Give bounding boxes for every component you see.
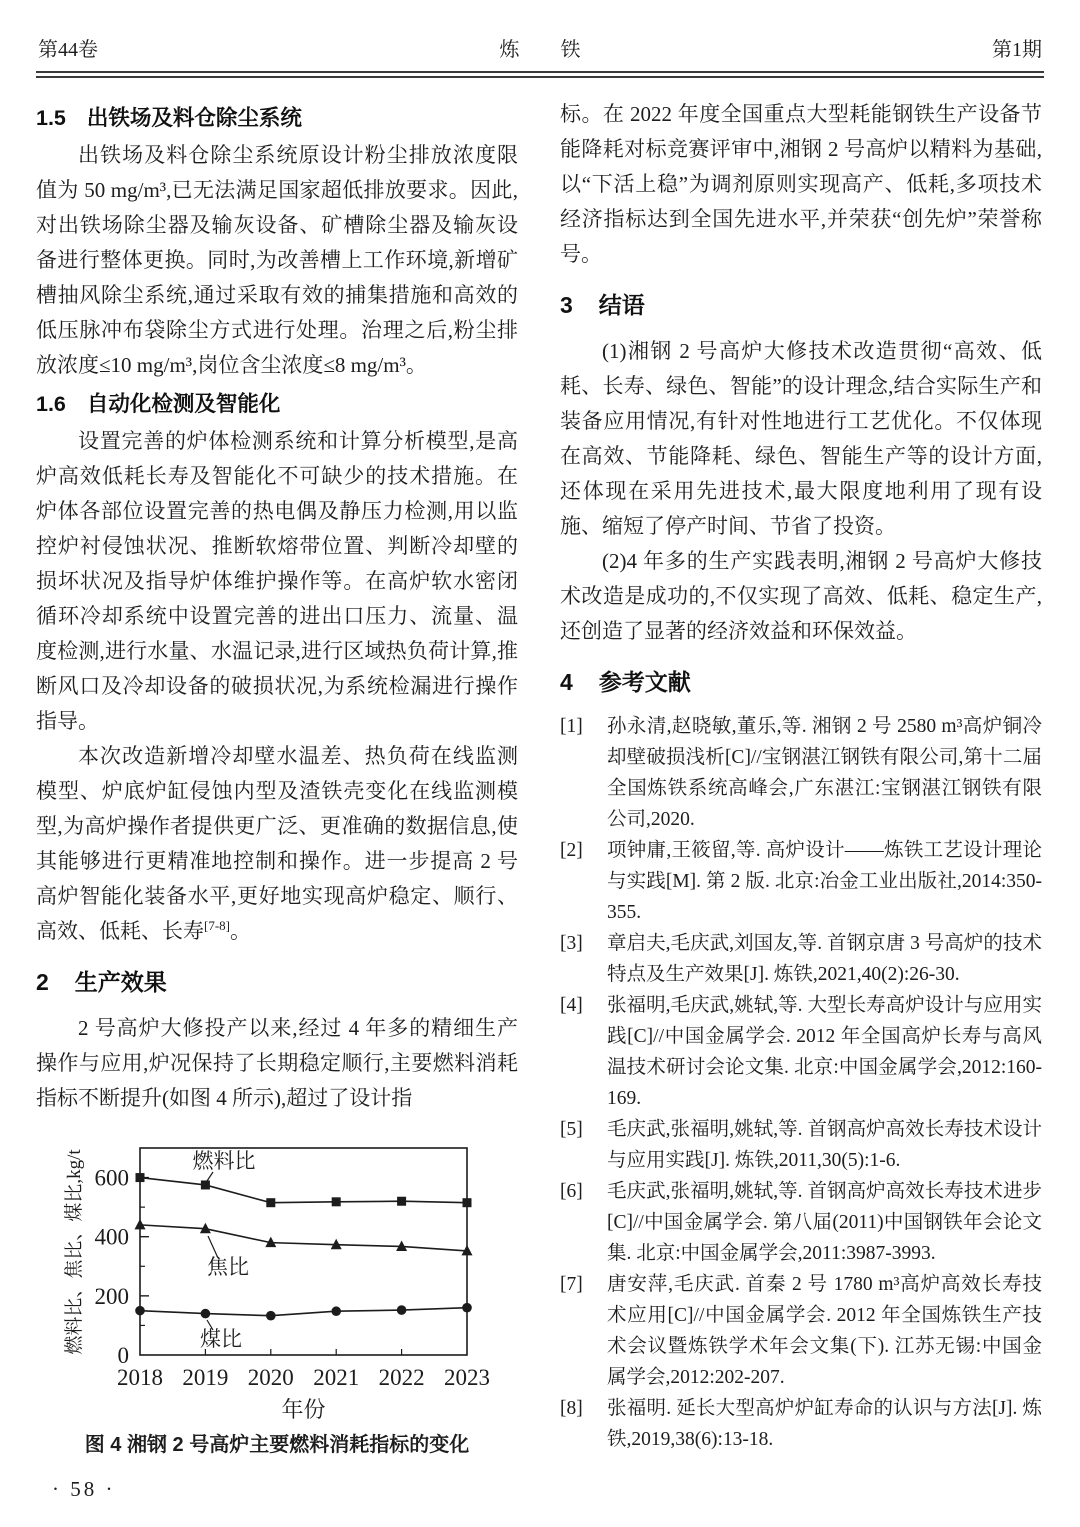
svg-text:0: 0	[117, 1343, 129, 1368]
paragraph-2: 2 号高炉大修投产以来,经过 4 年多的精细生产操作与应用,炉况保持了长期稳定顺行,主要燃料消耗指标不断提升(如图 4 所示),超过了设计指	[36, 1016, 518, 1110]
svg-text:2022: 2022	[378, 1365, 425, 1390]
conclusion-paragraph-1: (1)湘钢 2 号高炉大修技术改造贯彻“高效、低耗、长寿、绿色、智能”的设计理念,结合实际生产和装备应用情况,有针对性地进行工艺优化。不仅体现在高效、节能降耗、绿色、智能生产等的设计方面,还体现在采用先进技术,最大限度地利用了现有设施、缩短了停产时间、节省了投资。	[560, 339, 1042, 538]
reference-item	[560, 1393, 1042, 1455]
section-heading-4	[560, 666, 1042, 698]
reference-text: 毛庆武,张福明,姚轼,等. 首钢高炉高效长寿技术设计与应用实践[J]. 炼铁,2011,30(5):1-6.	[607, 1119, 1042, 1171]
reference-list	[560, 711, 1042, 1455]
section-number: 4	[560, 669, 573, 695]
svg-text:2023: 2023	[444, 1365, 490, 1390]
reference-item	[560, 835, 1042, 928]
left-column	[36, 97, 518, 1463]
two-column-body	[36, 97, 1042, 1463]
reference-text: 孙永清,赵晓敏,董乐,等. 湘钢 2 号 2580 m³高炉铜冷却壁破损浅析[C]//宝钢湛江钢铁有限公司,第十二届全国炼铁系统高峰会,广东湛江:宝钢湛江钢铁有限公司,2020.	[607, 716, 1042, 830]
section-number: 1.6	[36, 392, 66, 416]
paragraph-1-5: 出铁场及料仓除尘系统原设计粉尘排放浓度限值为 50 mg/m³,已无法满足国家超低排放要求。因此,对出铁场除尘器及输灰设备、矿槽除尘器及输灰设备进行整体更换。同时,为改善槽上工作环境,新增矿槽抽风除尘系统,通过采取有效的捕集措施和高效的低压脉冲布袋除尘方式进行处理。治理之后,粉尘排放浓度≤10 mg/m³,岗位含尘浓度≤8 mg/m³。	[36, 143, 518, 377]
svg-text:年份: 年份	[281, 1397, 326, 1422]
header-rule	[36, 71, 1044, 78]
svg-text:燃料比: 燃料比	[192, 1149, 256, 1173]
paragraph-1-6-a: 设置完善的炉体检测系统和计算分析模型,是高炉高效低耗长寿及智能化不可缺少的技术措施。在炉体各部位设置完善的热电偶及静压力检测,用以监控炉衬侵蚀状况、推断软熔带位置、判断冷却壁的损坏状况及指导炉体维护操作等。在高炉软水密闭循环冷却系统中设置完善的进出口压力、流量、温度检测,进行水量、水温记录,进行区域热负荷计算,推断风口及冷却设备的破损状况,为系统检漏进行操作指导。	[36, 429, 518, 733]
svg-text:2020: 2020	[247, 1365, 294, 1390]
reference-text: 毛庆武,张福明,姚轼,等. 首钢高炉高效长寿技术进步[C]//中国金属学会. 第八届(2011)中国钢铁年会论文集. 北京:中国金属学会,2011:3987-3993.	[607, 1181, 1042, 1264]
section-heading-1-6	[36, 389, 518, 419]
svg-text:400: 400	[94, 1224, 129, 1250]
reference-item	[560, 1176, 1042, 1269]
figure-caption: 图 4 湘钢 2 号高炉主要燃料消耗指标的变化	[84, 1434, 470, 1456]
reference-text: 张福明. 延长大型高炉炉缸寿命的认识与方法[J]. 炼铁,2019,38(6):13-18.	[607, 1398, 1042, 1450]
paragraph-continuation: 标。在 2022 年度全国重点大型耗能钢铁生产设备节能降耗对标竞赛评审中,湘钢 2 号高炉以精料为基础,以“下活上稳”为调剂原则实现高产、低耗,多项技术经济指标达到全国先进水平,并荣获“创先炉”荣誉称号。	[560, 102, 1042, 266]
fuel-consumption-chart	[36, 1122, 506, 1422]
reference-item	[560, 928, 1042, 990]
svg-text:200: 200	[94, 1283, 129, 1309]
issue-label: 第1期	[992, 39, 1042, 61]
reference-label: [8]	[560, 1398, 583, 1419]
reference-item	[560, 1269, 1042, 1393]
section-title: 出铁场及料仓除尘系统	[86, 106, 302, 130]
reference-label: [1]	[560, 716, 583, 737]
reference-text: 章启夫,毛庆武,刘国友,等. 首钢京唐 3 号高炉的技术特点及生产效果[J]. 炼铁,2021,40(2):26-30.	[607, 933, 1042, 985]
section-heading-3	[560, 289, 1042, 321]
section-title: 生产效果	[74, 969, 167, 995]
page-number: · 58 ·	[52, 1477, 116, 1501]
paragraph-1-6-b: 本次改造新增冷却壁水温差、热负荷在线监测模型、炉底炉缸侵蚀内型及渣铁壳变化在线监测模型,为高炉操作者提供更广泛、更准确的数据信息,使其能够进行更精准地控制和操作。进一步提高 2 号高炉智能化装备水平,更好地实现高炉稳定、顺行、高效、低耗、长寿[7-8]。	[36, 744, 518, 943]
svg-text:煤比: 煤比	[200, 1327, 242, 1351]
reference-label: [2]	[560, 840, 583, 861]
right-column	[560, 97, 1042, 1463]
reference-text: 项钟庸,王筱留,等. 高炉设计——炼铁工艺设计理论与实践[M]. 第 2 版. 北京:冶金工业出版社,2014:350-355.	[607, 840, 1042, 923]
reference-text: 唐安萍,毛庆武. 首秦 2 号 1780 m³高炉高效长寿技术应用[C]//中国金属学会. 2012 年全国炼铁生产技术会议暨炼铁学术年会文集(下). 江苏无锡:中国金属学会,2012:202-207.	[607, 1274, 1042, 1388]
section-number: 3	[560, 292, 573, 318]
svg-text:焦比: 焦比	[207, 1255, 249, 1279]
reference-label: [6]	[560, 1181, 583, 1202]
svg-text:600: 600	[94, 1165, 129, 1191]
reference-text: 张福明,毛庆武,姚轼,等. 大型长寿高炉设计与应用实践[C]//中国金属学会. 2012 年全国高炉长寿与高风温技术研讨会论文集. 北京:中国金属学会,2012:160-169.	[607, 995, 1042, 1109]
section-heading-1-5	[36, 103, 518, 133]
figure-4	[36, 1122, 518, 1463]
conclusion-paragraph-2: (2)4 年多的生产实践表明,湘钢 2 号高炉大修技术改造是成功的,不仅实现了高效、低耗、稳定生产,还创造了显著的经济效益和环保效益。	[560, 549, 1042, 643]
section-title: 参考文献	[598, 669, 691, 695]
journal-title: 炼 铁	[499, 39, 599, 61]
reference-item	[560, 990, 1042, 1114]
svg-text:2019: 2019	[182, 1365, 229, 1390]
svg-text:2021: 2021	[313, 1365, 360, 1390]
reference-label: [3]	[560, 933, 583, 954]
volume-label: 第44卷	[38, 39, 98, 61]
section-number: 1.5	[36, 106, 66, 130]
svg-text:2018: 2018	[117, 1365, 163, 1390]
reference-item	[560, 711, 1042, 835]
svg-text:燃料比、焦比、煤比,kg/t: 燃料比、焦比、煤比,kg/t	[64, 1149, 85, 1355]
section-title: 结语	[598, 292, 645, 318]
reference-item	[560, 1114, 1042, 1176]
reference-label: [4]	[560, 995, 583, 1016]
section-title: 自动化检测及智能化	[86, 392, 281, 416]
page-header	[38, 33, 1042, 59]
section-number: 2	[36, 969, 49, 995]
reference-label: [5]	[560, 1119, 583, 1140]
reference-label: [7]	[560, 1274, 583, 1295]
section-heading-2	[36, 966, 518, 998]
